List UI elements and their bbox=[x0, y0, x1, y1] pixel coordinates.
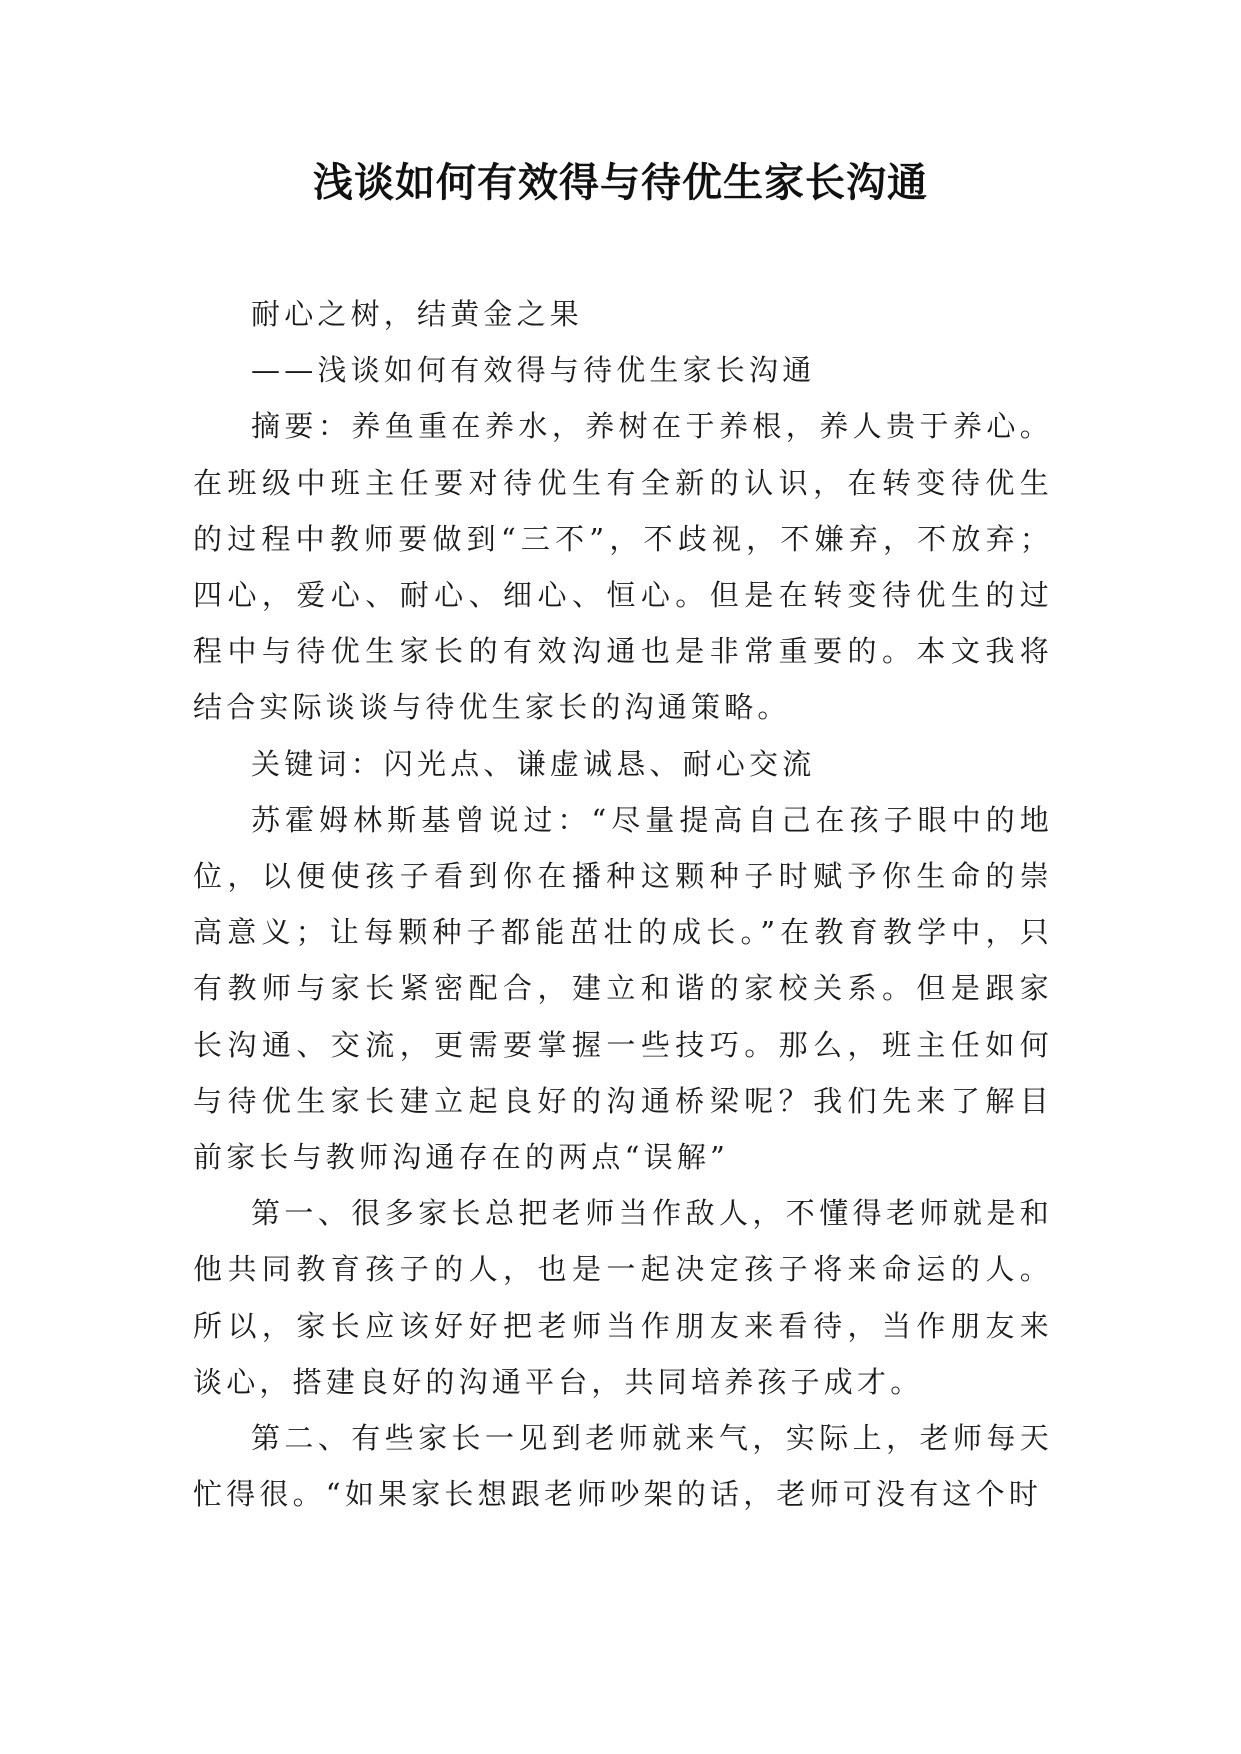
keywords-paragraph: 关键词：闪光点、谦虚诚恳、耐心交流 bbox=[251, 746, 816, 781]
abstract-paragraph: 摘要：养鱼重在养水，养树在于养根，养人贵于养心。在班级中班主任要对待优生有全新的认识，在转变待优生的过程中教师要做到“三不”，不歧视，不嫌弃，不放弃；四心，爱心、耐心、细心、恒心。但是在转变待优生的过程中与待优生家长的有效沟通也是非常重要的。本文我将结合实际谈谈与待优生家长的沟通策略。 bbox=[193, 409, 1053, 725]
subtitle-line: 耐心之树，结黄金之果 bbox=[251, 297, 584, 331]
subheading-line: ——浅谈如何有效得与待优生家长沟通 bbox=[251, 353, 816, 388]
body-paragraph: 第一、很多家长总把老师当作敌人，不懂得老师就是和他共同教育孩子的人，也是一起决定孩子将来命运的人。所以，家长应该好好把老师当作朋友来看待，当作朋友来谈心，搭建良好的沟通平台，共同培养孩子成才。 bbox=[193, 1196, 1053, 1399]
body-paragraph: 苏霍姆林斯基曾说过：“尽量提高自己在孩子眼中的地位，以便使孩子看到你在播种这颗种子时赋予你生命的崇高意义；让每颗种子都能茁壮的成长。”在教育教学中，只有教师与家长紧密配合，建立和谐的家校关系。但是跟家长沟通、交流，更需要掌握一些技巧。那么，班主任如何与待优生家长建立起良好的沟通桥梁呢？我们先来了解目前家长与教师沟通存在的两点“误解” bbox=[193, 802, 1053, 1175]
body-paragraph: 第二、有些家长一见到老师就来气，实际上，老师每天忙得很。“如果家长想跟老师吵架的话，老师可没有这个时 bbox=[193, 1421, 1053, 1512]
document-title: 浅谈如何有效得与待优生家长沟通 bbox=[313, 159, 928, 206]
document-body bbox=[193, 286, 1053, 1522]
